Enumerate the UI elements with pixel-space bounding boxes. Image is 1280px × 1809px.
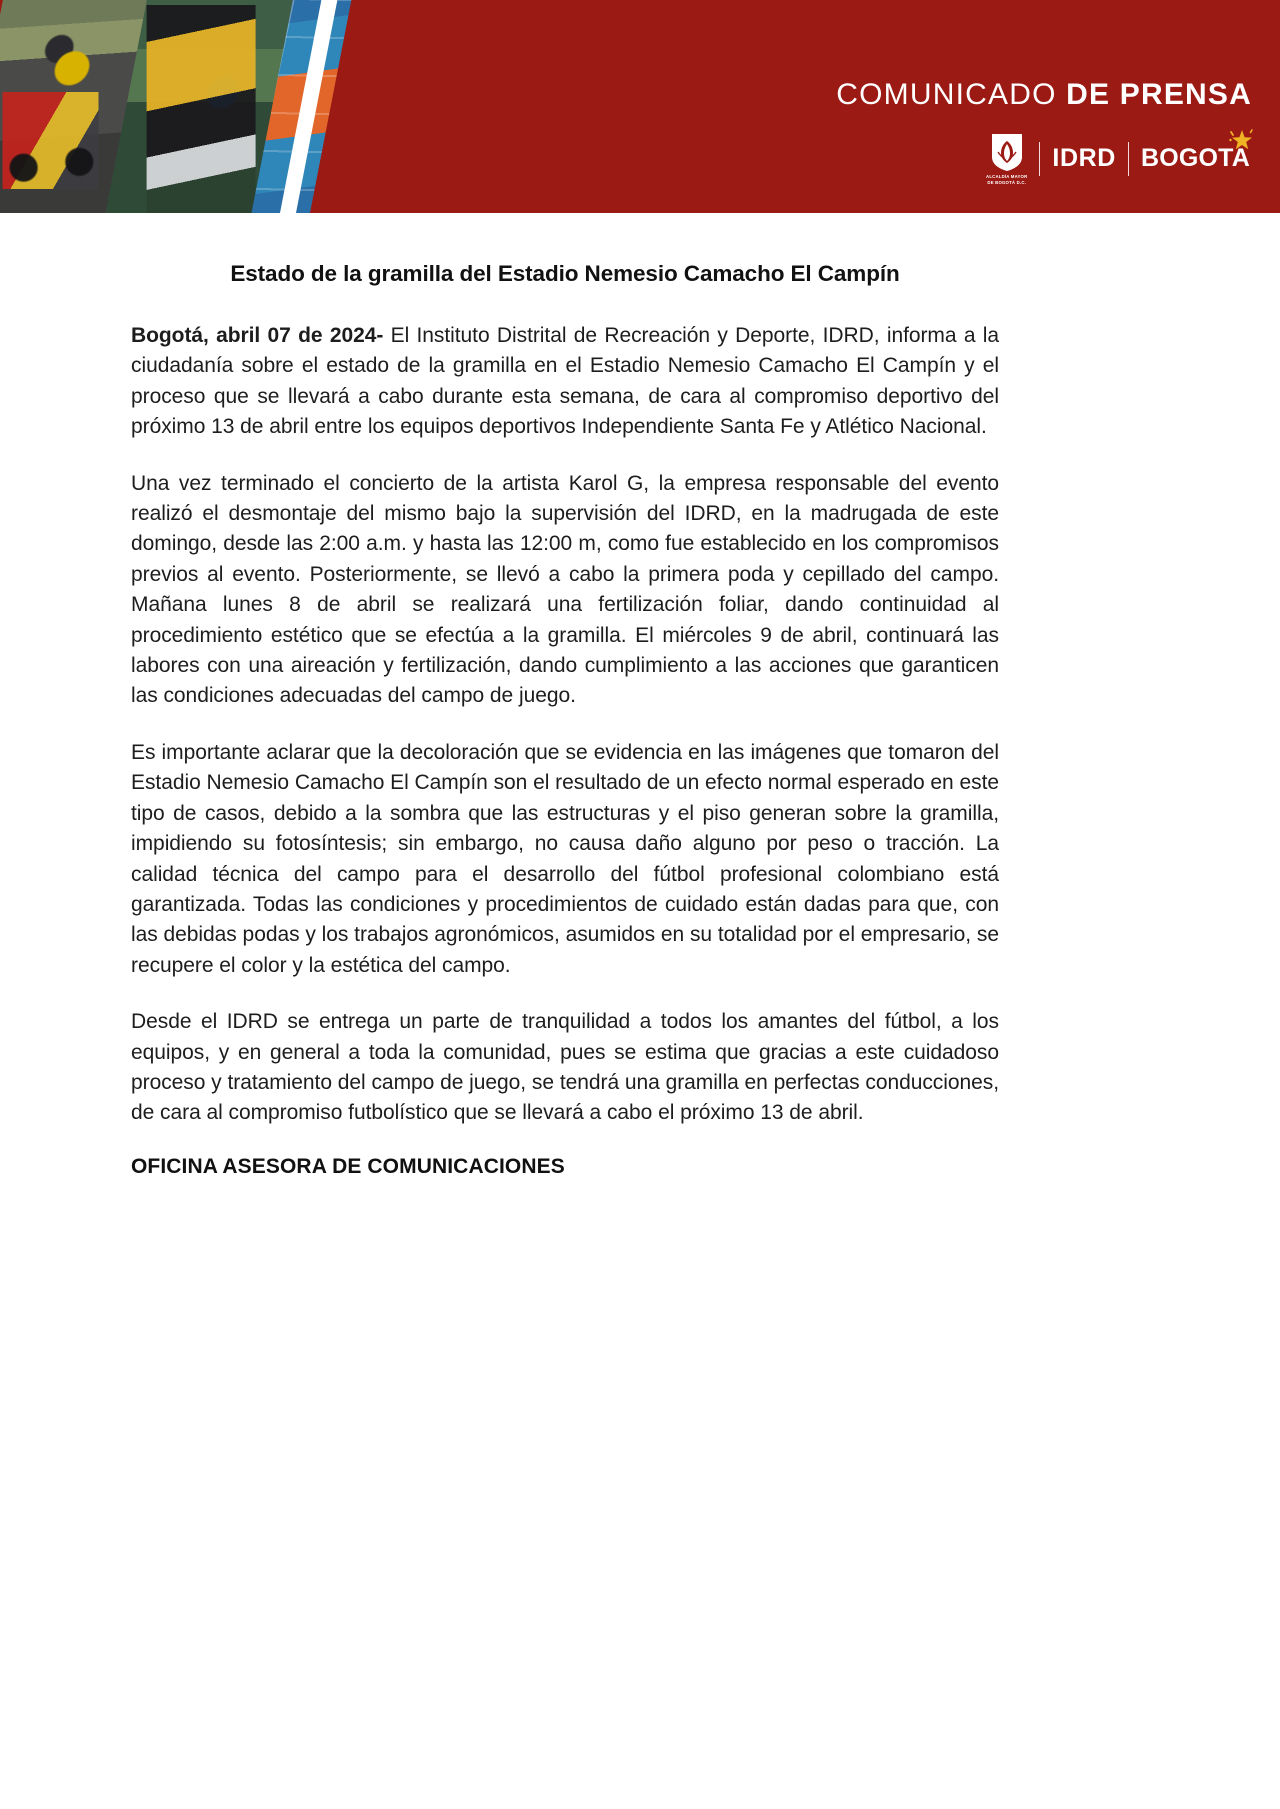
bogota-star-icon	[1228, 128, 1254, 152]
bogota-logo-text: BOGOTA	[1140, 144, 1250, 173]
bogota-logo	[1141, 144, 1250, 173]
paragraph-4: Desde el IDRD se entrega un parte de tranquilidad a todos los amantes del fútbol, a los equipos, y en general a toda la comunidad, pues se estima que gracias a este cuidadoso proceso y tratamiento del campo de juego, se tendrá una gramilla en perfectas conducciones, de cara al compromiso futbolístico que se llevará a cabo el próximo 13 de abril.	[131, 1010, 999, 1125]
paragraph-1	[131, 321, 999, 443]
paragraph-2: Una vez terminado el concierto de la artista Karol G, la empresa responsable del evento realizó el desmontaje del mismo bajo la supervisión del IDRD, en la madrugada de este domingo, desde las 2:00 a.m. y hasta las 12:00 m, como fue establecido en los compromisos previos al evento. Posteriormente, se llevó a cabo la primera poda y cepillado del campo. Mañana lunes 8 de abril se realizará una fertilización foliar, dando continuidad al procedimiento estético que se efectúa a la gramilla. El miércoles 9 de abril, continuará las labores con una aireación y fertilización, dando cumplimiento a las acciones que garanticen las condiciones adecuadas del campo de juego.	[131, 471, 999, 708]
signature-line: OFICINA ASESORA DE COMUNICACIONES	[131, 1154, 565, 1178]
paragraph-3: Es importante aclarar que la decoloración que se evidencia en las imágenes que tomaron del Estadio Nemesio Camacho El Campín son el resultado de un efecto normal esperado en este tipo de casos, debido a la sombra que las estructuras y el piso generan sobre la gramilla, impidiendo su fotosíntesis; sin embargo, no causa daño alguno por peso o tracción. La calidad técnica del campo para el desarrollo del fútbol profesional colombiano está garantizada. Todas las condiciones y procedimientos de cuidado están dadas para que, con las debidas podas y los trabajos agronómicos, asumidos en su totalidad por el empresario, se recupere el color y la estética del campo.	[131, 740, 999, 977]
alcaldia-caption-line2: DE BOGOTÁ D.C.	[987, 179, 1027, 185]
header-logo-row	[986, 132, 1250, 186]
document-content	[131, 213, 999, 1179]
paragraph-1-body: El Instituto Distrital de Recreación y Deporte, IDRD, informa a la ciudadanía sobre el estado de la gramilla en el Estadio Nemesio Camacho El Campín y el proceso que se llevará a cabo durante esta semana, de cara al compromiso deportivo del próximo 13 de abril entre los equipos deportivos Independiente Santa Fe y Atlético Nacional.	[131, 324, 1000, 439]
page-title: Estado de la gramilla del Estadio Nemesio Camacho El Campín	[230, 261, 900, 286]
document-page	[0, 213, 1280, 1179]
alcaldia-caption	[986, 174, 1027, 186]
dateline: Bogotá, abril 07 de 2024-	[131, 324, 384, 347]
idrd-logo-text: IDRD	[1052, 144, 1116, 173]
banner-title-bold: DE PRENSA	[1066, 78, 1252, 111]
banner-title-light: COMUNICADO	[836, 78, 1067, 111]
press-release-header-banner	[0, 0, 1280, 213]
alcaldia-mayor-logo	[986, 132, 1027, 186]
alcaldia-caption-line1: ALCALDÍA MAYOR	[986, 174, 1028, 179]
banner-title	[836, 78, 1252, 112]
logo-divider-2	[1128, 142, 1129, 176]
alcaldia-mayor-shield-icon	[990, 132, 1024, 172]
logo-divider-1	[1039, 142, 1040, 176]
